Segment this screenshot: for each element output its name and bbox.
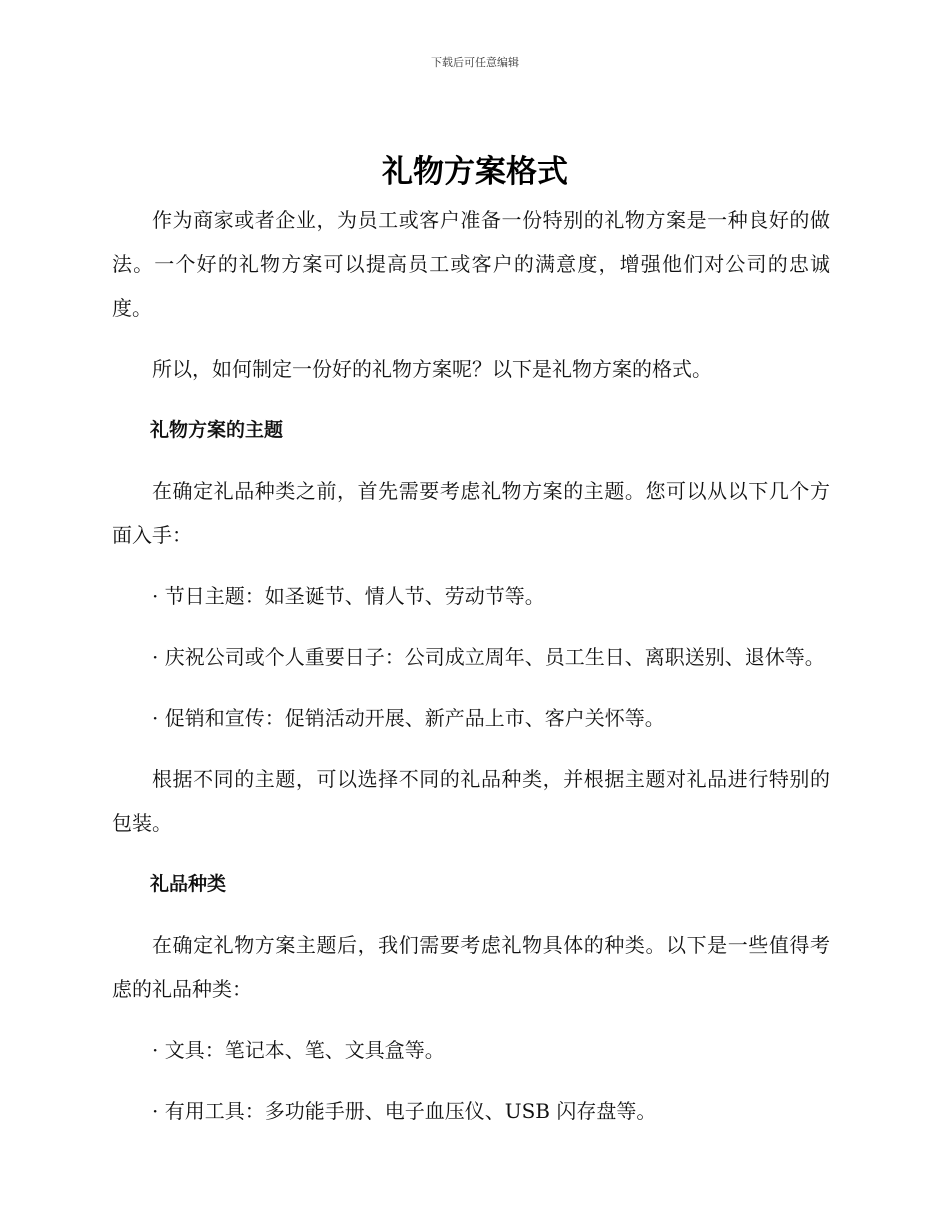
intro-paragraph-2: 所以，如何制定一份好的礼物方案呢？以下是礼物方案的格式。: [152, 357, 712, 381]
bullet-item: · 有用工具：多功能手册、电子血压仪、USB 闪存盘等。: [152, 1099, 657, 1123]
bullet-item: · 庆祝公司或个人重要日子：公司成立周年、员工生日、离职送别、退休等。: [152, 645, 825, 669]
page-header-note: 下载后可任意编辑: [431, 56, 519, 69]
section-theme-intro: 在确定礼品种类之前，首先需要考虑礼物方案的主题。您可以从以下几个方面入手：: [112, 479, 830, 547]
section-heading-theme: 礼物方案的主题: [150, 419, 284, 441]
section-theme-outro: 根据不同的主题，可以选择不同的礼品种类，并根据主题对礼品进行特别的包装。: [112, 767, 830, 835]
section-gift-types-intro: 在确定礼物方案主题后，我们需要考虑礼物具体的种类。以下是一些值得考虑的礼品种类：: [112, 933, 830, 1001]
document-title: 礼物方案格式: [382, 154, 568, 190]
bullet-item: · 促销和宣传：促销活动开展、新产品上市、客户关怀等。: [152, 706, 665, 730]
document-body: [112, 198, 830, 1150]
bullet-item: · 文具：笔记本、笔、文具盒等。: [152, 1038, 445, 1062]
bullet-item: · 节日主题：如圣诞节、情人节、劳动节等。: [152, 584, 545, 608]
section-heading-gift-types: 礼品种类: [150, 873, 227, 895]
intro-paragraph-1: 作为商家或者企业，为员工或客户准备一份特别的礼物方案是一种良好的做法。一个好的礼物方案可以提高员工或客户的满意度，增强他们对公司的忠诚度。: [112, 208, 830, 320]
